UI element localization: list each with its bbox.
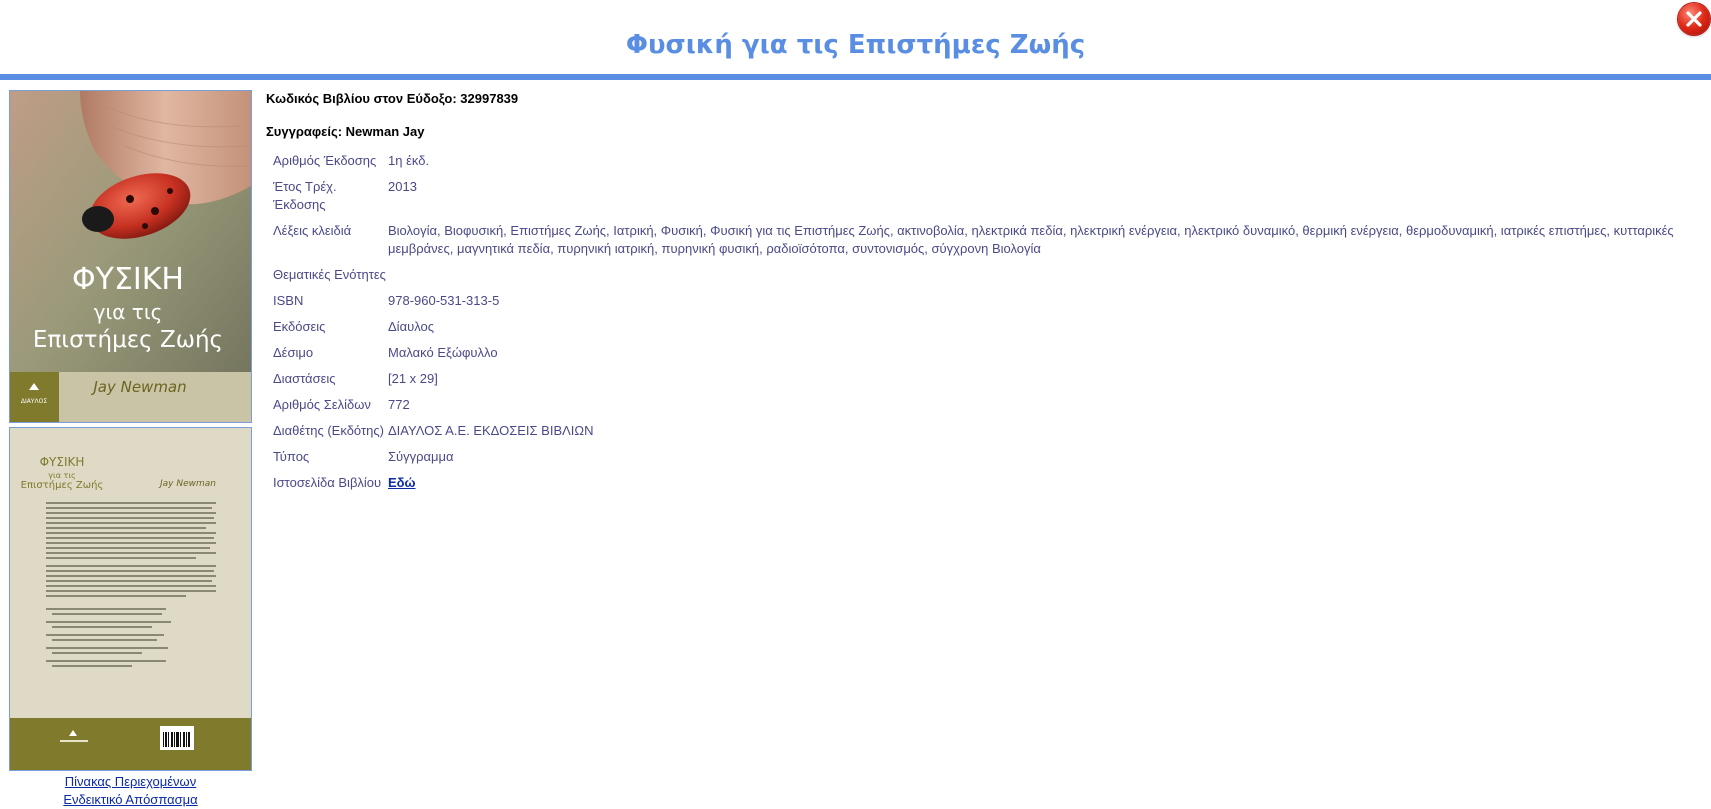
prop-key: Αριθμός Έκδοσης xyxy=(273,153,377,168)
cover-author: Jay Newman xyxy=(93,378,187,396)
prop-key: Έτος Τρέχ. Έκδοσης xyxy=(273,179,337,212)
table-row xyxy=(273,222,1688,266)
table-of-contents-link[interactable]: Πίνακας Περιεχομένων xyxy=(64,774,197,789)
book-code-value: 32997839 xyxy=(460,91,519,106)
back-cover-title-line1: ΦΥΣΙΚΗ xyxy=(39,455,85,469)
prop-key: Θεματικές Ενότητες xyxy=(273,267,386,282)
book-properties-table xyxy=(273,152,1688,500)
prop-value: Σύγγραμμα xyxy=(388,449,454,464)
prop-value: ΔΙΑΥΛΟΣ Α.Ε. ΕΚΔΟΣΕΙΣ ΒΙΒΛΙΩΝ xyxy=(388,423,594,438)
authors-value: Newman Jay xyxy=(345,124,425,139)
prop-value: Μαλακό Εξώφυλλο xyxy=(388,345,498,360)
table-row xyxy=(273,152,1688,178)
book-website-link[interactable]: Εδώ xyxy=(388,475,416,490)
book-code-label: Κωδικός Βιβλίου στον Εύδοξο: xyxy=(266,91,457,106)
prop-value: 772 xyxy=(388,397,410,412)
cover-publisher: ΔΙΑΥΛΟΣ xyxy=(20,398,48,405)
cover-title-line3: Επιστήμες Ζωής xyxy=(32,327,224,353)
prop-value: Δίαυλος xyxy=(388,319,434,334)
header-divider xyxy=(0,74,1711,80)
close-button[interactable] xyxy=(1678,3,1710,35)
prop-key: Εκδόσεις xyxy=(273,319,326,334)
prop-value xyxy=(388,266,1688,292)
prop-key: Αριθμός Σελίδων xyxy=(273,397,371,412)
table-row xyxy=(273,370,1688,396)
prop-key: Διαστάσεις xyxy=(273,371,336,386)
table-row xyxy=(273,178,1688,222)
back-cover-image[interactable] xyxy=(9,427,252,771)
book-code-line xyxy=(266,90,1696,107)
sample-excerpt-link[interactable]: Ενδεικτικό Απόσπασμα xyxy=(63,792,198,807)
prop-key: ISBN xyxy=(273,293,304,308)
authors-line xyxy=(266,123,1696,140)
prop-key: Ιστοσελίδα Βιβλίου xyxy=(273,475,382,490)
prop-value: 978-960-531-313-5 xyxy=(388,293,500,308)
cover-title-line1: ΦΥΣΙΚΗ xyxy=(72,262,184,297)
page-title: Φυσική για τις Επιστήμες Ζωής xyxy=(625,30,1086,60)
table-row xyxy=(273,474,1688,500)
prop-value: 1η έκδ. xyxy=(388,153,430,168)
prop-key: Λέξεις κλειδιά xyxy=(273,223,352,238)
prop-key: Τύπος xyxy=(273,449,310,464)
book-details xyxy=(266,90,1696,500)
table-row xyxy=(273,292,1688,318)
header xyxy=(0,0,1711,74)
prop-value xyxy=(388,474,1688,500)
prop-value: Βιολογία, Βιοφυσική, Επιστήμες Ζωής, Ιατρική, Φυσική, Φυσική για τις Επιστήμες Ζωής, ακτινοβολία, ηλεκτρικά πεδία, ηλεκτρική ενέργεια, ηλεκτρικό δυναμικό, θερμική ενέργεια, θερμοδυναμική, ιατρικές επιστήμες, κυτταρικές μεμβράνες, μαγνητικά πεδία, πυρηνική ιατρική, πυρηνική φυσική, ραδιοϊσότοπα, συντονισμός, σύγχρονη Βιολογία xyxy=(388,223,1674,256)
prop-key: Δέσιμο xyxy=(273,345,314,360)
back-cover-title-line2: για τις xyxy=(48,471,76,480)
prop-value: [21 x 29] xyxy=(388,371,438,386)
table-row xyxy=(273,422,1688,448)
table-row xyxy=(273,318,1688,344)
table-row xyxy=(273,344,1688,370)
front-cover-image[interactable] xyxy=(9,90,252,423)
back-cover-author: Jay Newman xyxy=(160,479,216,489)
side-links xyxy=(9,773,252,809)
authors-label: Συγγραφείς: xyxy=(266,124,343,139)
table-row xyxy=(273,266,1688,292)
back-cover-title-line3: Επιστήμες Ζωής xyxy=(20,480,104,491)
table-row xyxy=(273,396,1688,422)
cover-column xyxy=(9,90,252,809)
cover-title-line2: για τις xyxy=(93,300,163,324)
close-icon xyxy=(1685,10,1703,28)
prop-value: 2013 xyxy=(388,179,417,194)
prop-key: Διαθέτης (Εκδότης) xyxy=(273,423,384,438)
table-row xyxy=(273,448,1688,474)
